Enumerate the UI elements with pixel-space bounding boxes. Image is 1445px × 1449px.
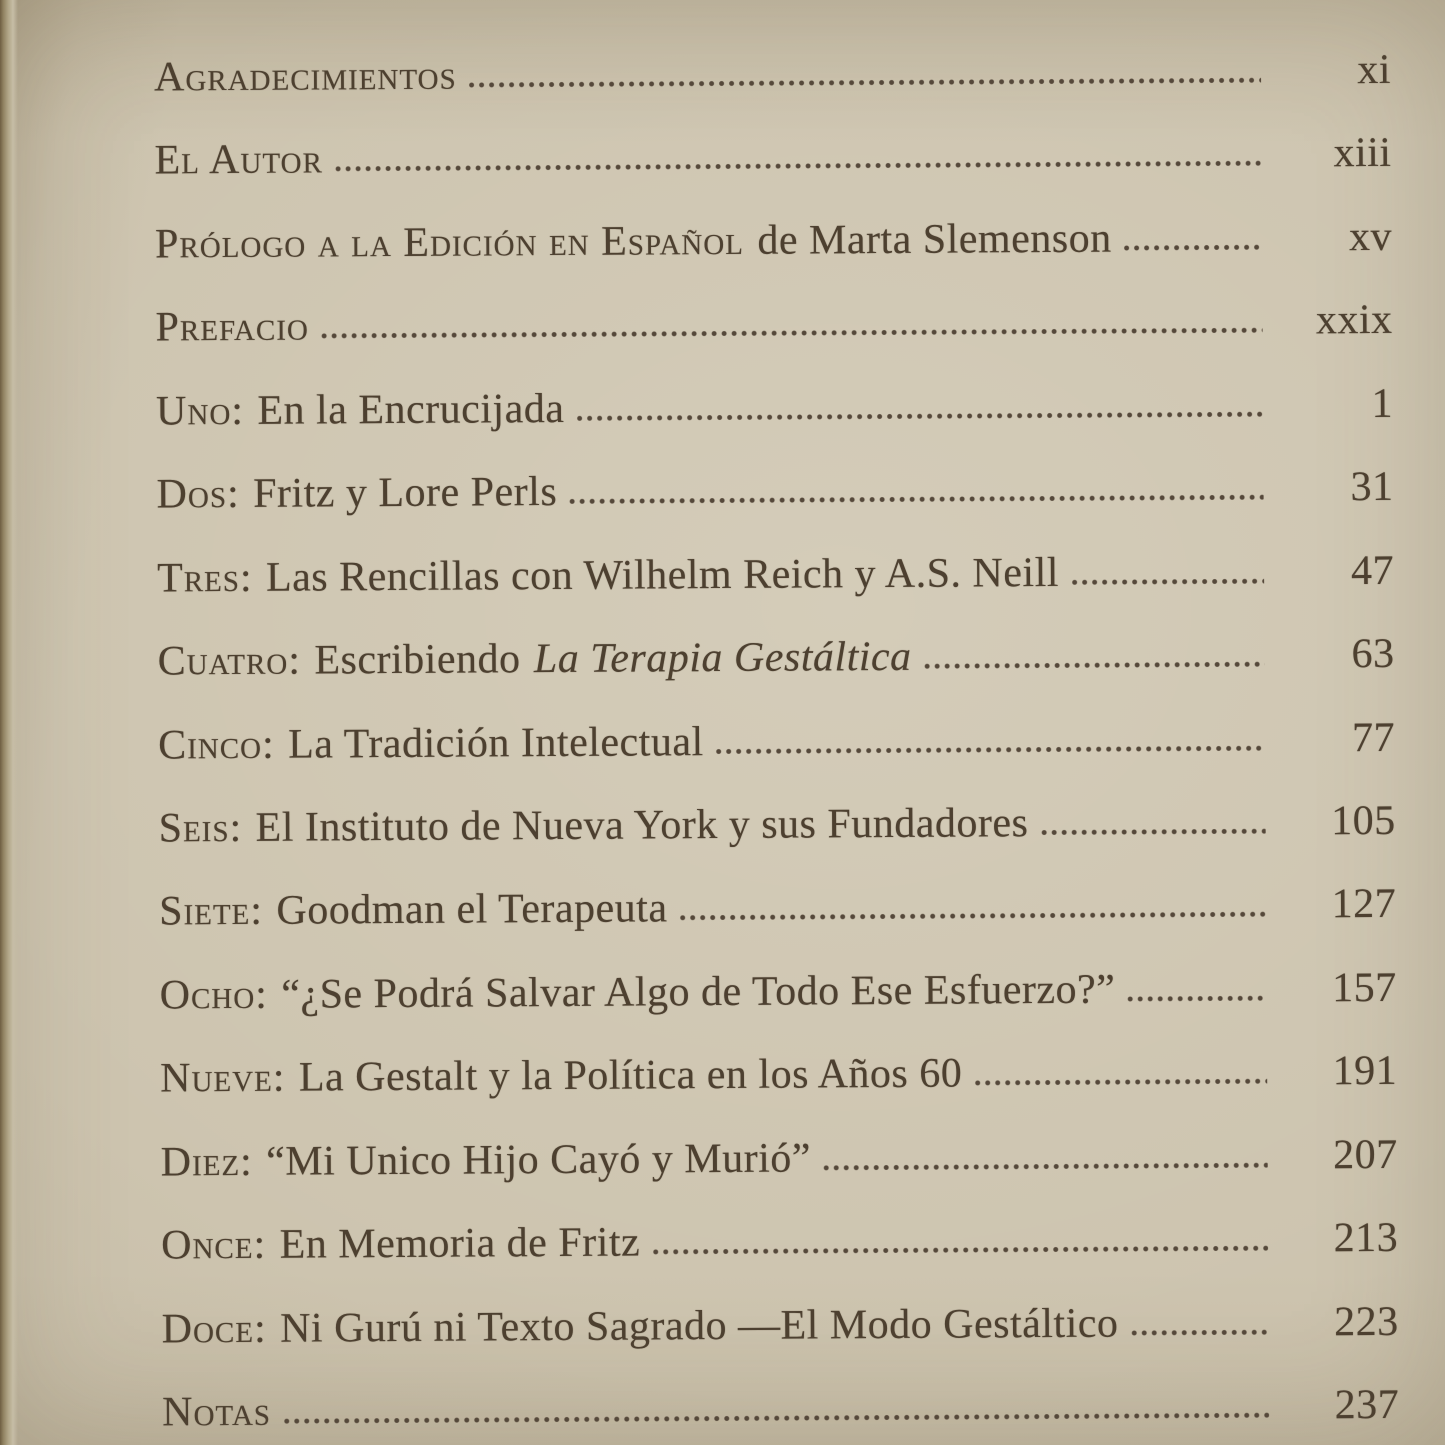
toc-entry (161, 1131, 1398, 1187)
toc-entry-title (156, 468, 557, 518)
toc-entry (155, 296, 1392, 352)
toc-entry (162, 1297, 1399, 1353)
toc-entry-page-number: xv (1348, 213, 1393, 261)
toc-entry-text: Escribiendo (314, 636, 521, 684)
dot-leader (1040, 828, 1266, 836)
toc-entry-text: Las Rencillas con Wilhelm Reich y A.S. Neill (265, 549, 1060, 601)
dot-leader (652, 1245, 1268, 1256)
toc-entry-page-number: 77 (1351, 714, 1396, 761)
toc-entry-text: “Mi Unico Hijo Cayó y Murió” (266, 1135, 812, 1185)
toc-entry-page-number: xi (1357, 46, 1392, 94)
toc-entry-text: La Gestalt y la Política en los Años 60 (298, 1050, 963, 1101)
toc-entry-page-number: 105 (1330, 797, 1396, 845)
toc-entry-title (155, 303, 309, 352)
toc-entry (158, 713, 1395, 769)
dot-leader (974, 1078, 1267, 1087)
toc-entry-chapter-label: Seis: (158, 804, 243, 852)
toc-entry-title (154, 136, 323, 185)
toc-entry-page-number: 207 (1333, 1131, 1398, 1178)
toc-entry-title (157, 549, 1059, 603)
toc-entry-title (154, 52, 457, 102)
dot-leader (468, 77, 1261, 89)
toc-entry-chapter-label: Uno: (155, 387, 245, 435)
toc-entry-title (156, 385, 565, 435)
toc-entry-text: El Instituto de Nueva York y sus Fundadores (255, 800, 1029, 851)
dot-leader (923, 661, 1264, 670)
toc-entry-title (158, 799, 1028, 852)
dot-leader (1123, 244, 1262, 252)
toc-entry-page-number: xxix (1315, 297, 1393, 344)
toc-entry-chapter-label: Cinco: (157, 721, 275, 768)
toc-entry-chapter-label: El Autor (154, 136, 324, 184)
toc-entry-page-number: 127 (1331, 881, 1397, 928)
toc-entry-chapter-label: Tres: (156, 554, 253, 602)
toc-entry-page-number: xiii (1333, 130, 1392, 177)
toc-entry-text: La Tradición Intelectual (287, 718, 704, 768)
dot-leader (823, 1161, 1268, 1171)
toc-entry (160, 964, 1397, 1020)
toc-entry-title (161, 1219, 640, 1270)
dot-leader (569, 494, 1264, 505)
toc-entry-chapter-label: Prólogo a la Edición en Español (154, 217, 745, 268)
toc-entry-chapter-label: Cuatro: (157, 637, 302, 685)
toc-entry-chapter-label: Dos: (156, 471, 240, 518)
dot-leader (335, 160, 1262, 173)
dot-leader (679, 911, 1266, 922)
toc-entry-title (160, 965, 1116, 1019)
toc-entry-chapter-label: Nueve: (160, 1054, 286, 1102)
toc-entry-text: de Marta Slemenson (757, 215, 1112, 264)
toc-entry (159, 880, 1396, 936)
toc-entry (156, 463, 1393, 519)
toc-entry-chapter-label: Diez: (160, 1138, 253, 1186)
toc-entry-title (159, 885, 668, 936)
toc-entry-chapter-label: Notas (162, 1388, 272, 1436)
toc-entry (154, 46, 1391, 102)
toc-entry-page-number: 237 (1334, 1381, 1400, 1429)
toc-entry (154, 129, 1391, 185)
dot-leader (1127, 994, 1267, 1002)
toc-entry-text: En Memoria de Fritz (279, 1219, 641, 1268)
toc-entry (161, 1214, 1398, 1270)
toc-entry-italic-text: La Terapia Gestáltica (533, 633, 912, 683)
toc-entry (155, 213, 1392, 269)
toc-entry-title (157, 633, 911, 686)
toc-entry (162, 1381, 1399, 1437)
toc-entry-page-number: 157 (1331, 964, 1397, 1012)
dot-leader (576, 410, 1263, 421)
toc-entry-title (162, 1388, 271, 1437)
dot-leader (1130, 1328, 1269, 1336)
toc-entry-page-number: 213 (1333, 1215, 1399, 1262)
toc-entry-title (158, 718, 704, 769)
dot-leader (1071, 577, 1264, 585)
toc-entry-page-number: 47 (1350, 547, 1395, 594)
toc-entry-chapter-label: Once: (161, 1221, 267, 1269)
toc-entry-chapter-label: Ocho: (159, 971, 269, 1019)
toc-entry-text: En la Encrucijada (257, 385, 565, 434)
toc-entry (160, 1047, 1397, 1103)
toc-entry-page-number: 191 (1332, 1048, 1398, 1095)
toc-entry-text: Goodman el Terapeuta (276, 885, 668, 935)
toc-entry-page-number: 1 (1371, 380, 1394, 427)
toc-entry-chapter-label: Prefacio (155, 303, 309, 351)
toc-entry (157, 547, 1394, 603)
toc-entry-title (161, 1134, 812, 1186)
dot-leader (321, 327, 1263, 340)
toc-entry (156, 380, 1393, 436)
toc-entry-title (160, 1050, 962, 1103)
toc-entry-text: Fritz y Lore Perls (252, 469, 558, 518)
toc-entry-text: Ni Gurú ni Texto Sagrado —El Modo Gestáltico (279, 1300, 1119, 1352)
toc-entry-text: “¿Se Podrá Salvar Algo de Todo Ese Esfuerzo?” (281, 966, 1116, 1018)
toc-entry (158, 797, 1395, 853)
toc-entry-page-number: 63 (1351, 630, 1395, 678)
dot-leader (715, 744, 1265, 754)
toc-entry (157, 630, 1394, 686)
toc-entry-chapter-label: Siete: (159, 888, 264, 935)
toc-entry-title (162, 1299, 1119, 1353)
toc-entry-chapter-label: Agradecimientos (153, 52, 457, 101)
toc-entry-title (155, 214, 1112, 268)
toc-entry-page-number: 223 (1334, 1298, 1399, 1345)
toc-entry-page-number: 31 (1350, 464, 1394, 511)
toc-entry-chapter-label: Doce: (161, 1305, 267, 1352)
dot-leader (283, 1412, 1270, 1425)
